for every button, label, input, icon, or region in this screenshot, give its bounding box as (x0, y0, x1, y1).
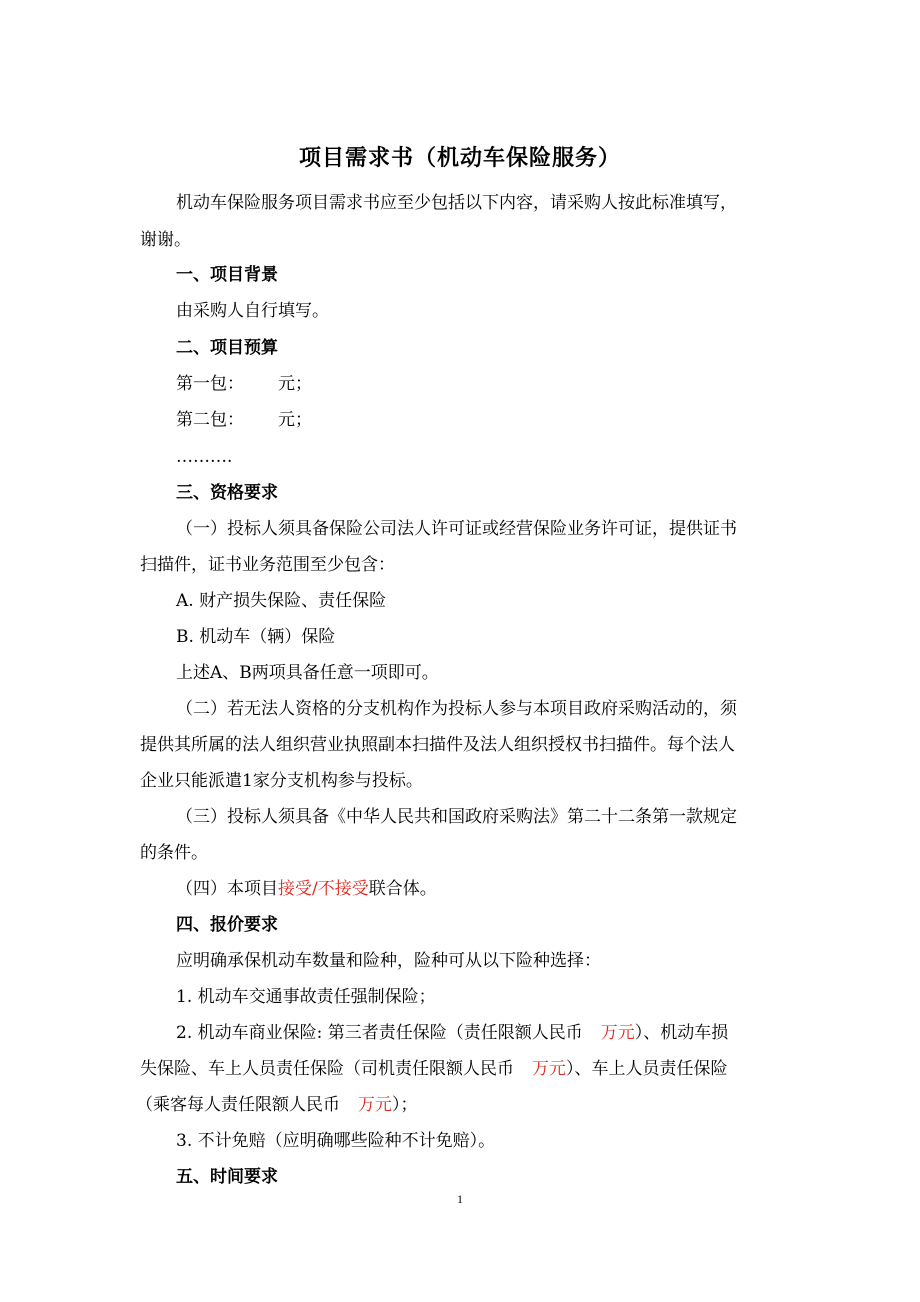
package-2-unit: 元； (278, 410, 312, 430)
section-heading-quotation: 四、报价要求 (176, 915, 278, 935)
item-2-line-1-tail: ）、机动车损 (634, 1023, 729, 1043)
quotation-item-3: 3. 不计免赔（应明确哪些险种不计免赔）。 (176, 1131, 496, 1151)
qualification-item-1-line-2: 扫描件，证书业务范围至少包含： (140, 555, 395, 575)
qualification-item-2-line-3: 企业只能派遣1家分支机构参与投标。 (140, 771, 423, 791)
section-heading-budget: 二、项目预算 (176, 338, 278, 358)
intro-line-2: 谢谢。 (140, 230, 191, 250)
item-2-line-3-tail: ）； (392, 1095, 418, 1115)
qualification-option-a: A. 财产损失保险、责任保险 (176, 591, 387, 611)
qualification-item-2-line-2: 提供其所属的法人组织营业执照副本扫描件及法人组织授权书扫描件。每个法人 (140, 735, 735, 755)
qualification-item-4 (0, 878, 920, 900)
background-text: 由采购人自行填写。 (176, 301, 329, 321)
item-4-prefix: （四）本项目 (176, 879, 278, 899)
document-title: 项目需求书（机动车保险服务） (298, 145, 621, 171)
item-4-choice: 接受/不接受 (278, 879, 369, 899)
budget-package-1 (0, 373, 920, 395)
qualification-item-1-line-1: （一）投标人须具备保险公司法人许可证或经营保险业务许可证，提供证书 (176, 519, 737, 539)
package-1-unit: 元； (278, 374, 312, 394)
qualification-item-3-line-2: 的条件。 (140, 843, 208, 863)
qualification-item-3-line-1: （三）投标人须具备《中华人民共和国政府采购法》第二十二条第一款规定 (176, 807, 737, 827)
qualification-note: 上述A、B两项具备任意一项即可。 (176, 663, 439, 683)
item-2-line-2-amount: 万元 (532, 1059, 566, 1079)
qualification-option-b: B. 机动车（辆）保险 (176, 627, 336, 647)
quotation-item-2-line-1 (0, 1022, 920, 1044)
item-2-line-2-tail: ）、车上人员责任保险 (566, 1059, 728, 1079)
qualification-item-2-line-1: （二）若无法人资格的分支机构作为投标人参与本项目政府采购活动的，须 (176, 699, 737, 719)
item-2-line-2-text: 失保险、车上人员责任保险（司机责任限额人民币 (140, 1059, 514, 1079)
section-heading-time: 五、时间要求 (176, 1167, 278, 1187)
section-heading-qualification: 三、资格要求 (176, 483, 278, 503)
quotation-item-1: 1. 机动车交通事故责任强制保险； (176, 987, 436, 1007)
package-1-label: 第一包： (176, 374, 244, 394)
item-2-line-3-amount: 万元 (358, 1095, 392, 1115)
intro-line-1: 机动车保险服务项目需求书应至少包括以下内容，请采购人按此标准填写， (176, 193, 737, 213)
item-2-line-1-amount: 万元 (600, 1023, 635, 1043)
quotation-item-2-line-3 (0, 1094, 920, 1116)
quotation-intro: 应明确承保机动车数量和险种，险种可从以下险种选择： (176, 951, 601, 971)
item-2-line-1-text: 2. 机动车商业保险: 第三者责任保险（责任限额人民币 (176, 1023, 583, 1043)
item-2-line-3-text: （乘客每人责任限额人民币 (136, 1095, 340, 1115)
package-2-label: 第二包： (176, 410, 244, 430)
quotation-item-2-line-2 (0, 1058, 920, 1080)
section-heading-background: 一、项目背景 (176, 265, 278, 285)
budget-package-2 (0, 409, 920, 431)
page-number: 1 (457, 1192, 463, 1206)
budget-ellipsis: ………. (176, 447, 233, 467)
item-4-suffix: 联合体。 (368, 879, 437, 899)
